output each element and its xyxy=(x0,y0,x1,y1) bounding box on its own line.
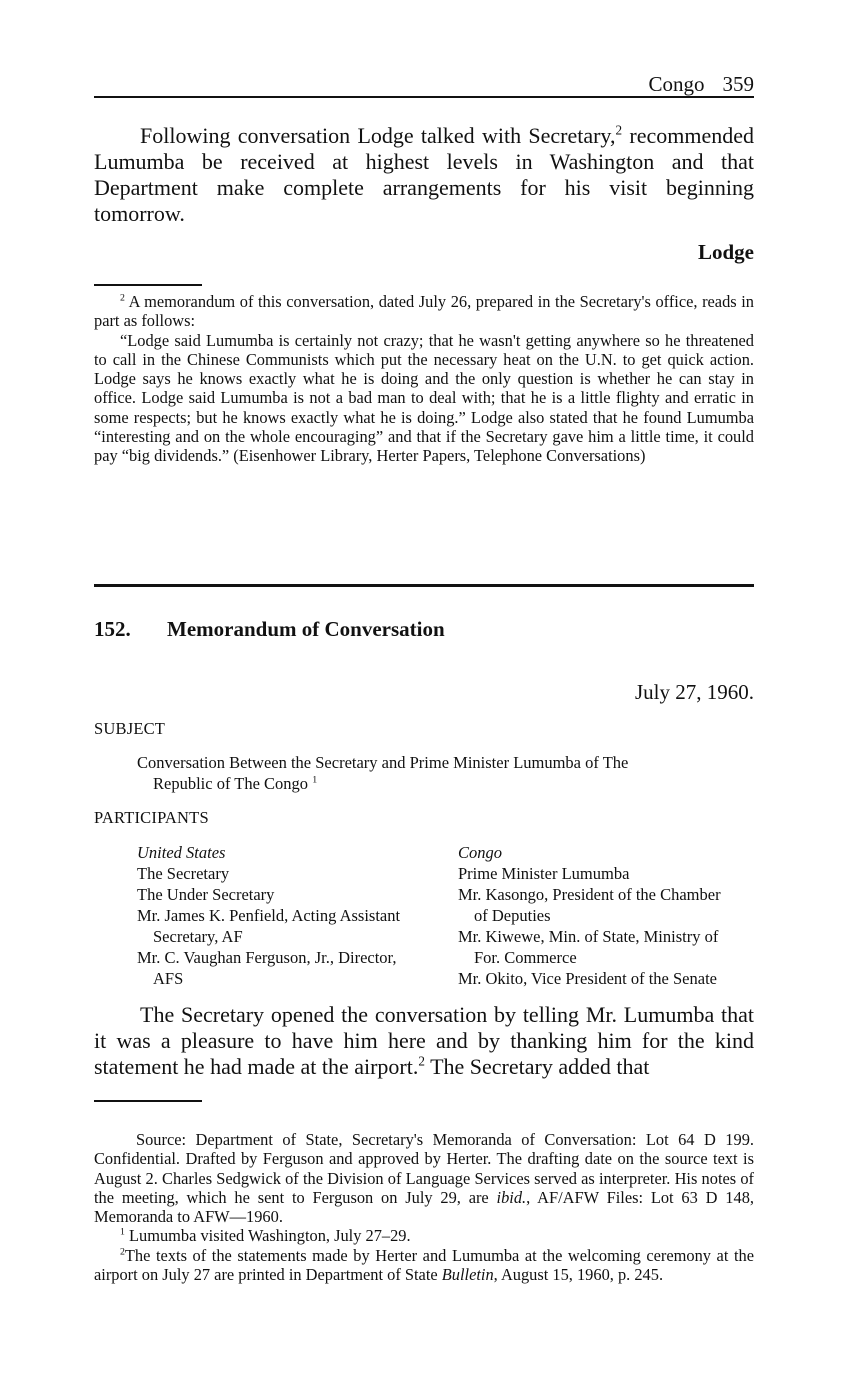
footnote-marker: 2 xyxy=(120,1246,125,1258)
footnote-top xyxy=(94,292,754,466)
source-text-cont: , AF/AFW Files: Lot 63 D 148, Memoranda to AFW—1960. xyxy=(94,1187,754,1227)
participant: Mr. Kasongo, President of the Chamber xyxy=(458,885,721,904)
participants-label: PARTICIPANTS xyxy=(94,808,209,827)
subject-line-2: Republic of The Congo xyxy=(153,774,309,793)
body-text-cont: The Secretary added that xyxy=(424,1054,650,1079)
participants-us-heading: United States xyxy=(137,843,226,862)
footnote-ref: 2 xyxy=(615,122,623,138)
document-heading xyxy=(94,617,445,642)
footnote-marker: 1 xyxy=(120,1227,125,1239)
section-divider xyxy=(94,584,754,587)
participant-cont: For. Commerce xyxy=(474,948,577,967)
footnote-marker: 2 xyxy=(120,292,125,304)
footnote-divider xyxy=(94,284,202,286)
document-date: July 27, 1960. xyxy=(634,680,754,704)
footnotes-bottom xyxy=(94,1130,754,1284)
document-number: 152. xyxy=(94,617,131,641)
source-ibid: ibid. xyxy=(496,1187,527,1207)
subject-text xyxy=(137,752,697,794)
footnote-text-cont: , August 15, 1960, p. 245. xyxy=(493,1265,664,1285)
signature: Lodge xyxy=(697,240,754,264)
participants-congo xyxy=(458,842,758,989)
footnote-text: Lumumba visited Washington, July 27–29. xyxy=(124,1226,411,1246)
participant-cont: AFS xyxy=(153,969,184,988)
participants-us xyxy=(137,842,437,989)
subject-line-1: Conversation Between the Secretary and Prime Minister Lumumba of The xyxy=(137,753,629,772)
participant: Mr. C. Vaughan Ferguson, Jr., Director, xyxy=(137,948,397,967)
footnote-intro: A memorandum of this conversation, dated July 26, prepared in the Secretary's office, reads in part as follows: xyxy=(94,292,754,331)
footnote-quote: “Lodge said Lumumba is certainly not crazy; that he wasn't getting anywhere so he threatened to call in the Chinese Communists which put the necessary heat on the U.N. to get quick action. Lodge says he knows exactly what he is doing and the only question is whether he can stay in office. Lodge said Lumumba is not a bad man to deal with; that he is a little flighty and erratic in some respects; but he knows exactly what he is doing.” Lodge also stated that he found Lumumba “interesting and on the whole encouraging” and that if the Secretary gave him a little time, it could pay “big dividends.” (Eisenhower Library, Herter Papers, Telephone Conversations) xyxy=(94,330,754,466)
footnote-2 xyxy=(94,1246,754,1285)
participant: The Secretary xyxy=(137,864,230,883)
top-paragraph-text-cont: recommended Lumumba be received at highest levels in Washington and that Department make complete arrangements for his visit beginning tomorrow. xyxy=(94,123,754,226)
top-paragraph-text: Following conversation Lodge talked with Secretary, xyxy=(140,123,616,148)
participant-cont: of Deputies xyxy=(474,906,551,925)
participants-congo-heading: Congo xyxy=(458,843,503,862)
body-text: The Secretary opened the conversation by telling Mr. Lumumba that it was a pleasure to have him here and by thanking him for the kind statement he had made at the airport. xyxy=(94,1002,754,1079)
document-title: Memorandum of Conversation xyxy=(167,617,445,641)
source-text: Source: Department of State, Secretary's Memoranda of Conversation: Lot 64 D 199. Confidential. Drafted by Ferguson and approved by Herter. The drafting date on the source text is August 2. Charles Sedgwick of the Division of Language Services served as interpreter. His notes of the meeting, which he sent to Ferguson on July 29, are xyxy=(94,1130,754,1207)
body-paragraph xyxy=(94,1002,754,1080)
running-head xyxy=(94,72,754,98)
footnote-italic: Bulletin xyxy=(441,1265,494,1285)
participant: Prime Minister Lumumba xyxy=(458,864,630,883)
participant: Mr. Kiwewe, Min. of State, Ministry of xyxy=(458,927,719,946)
running-head-title: Congo xyxy=(648,72,705,96)
page-number: 359 xyxy=(722,72,754,96)
participant: The Under Secretary xyxy=(137,885,275,904)
footnote-ref: 2 xyxy=(418,1053,425,1069)
footnote-1 xyxy=(94,1226,754,1245)
participant-cont: Secretary, AF xyxy=(153,927,243,946)
participant: Mr. James K. Penfield, Acting Assistant xyxy=(137,906,401,925)
top-paragraph xyxy=(94,123,754,227)
footnote-divider xyxy=(94,1100,202,1102)
participant: Mr. Okito, Vice President of the Senate xyxy=(458,969,717,988)
footnote-text: The texts of the statements made by Herter and Lumumba at the welcoming ceremony at the airport on July 27 are printed in Department of State xyxy=(94,1245,754,1285)
source-note xyxy=(94,1130,754,1226)
subject-label: SUBJECT xyxy=(94,719,166,738)
footnote-ref: 1 xyxy=(312,774,318,786)
